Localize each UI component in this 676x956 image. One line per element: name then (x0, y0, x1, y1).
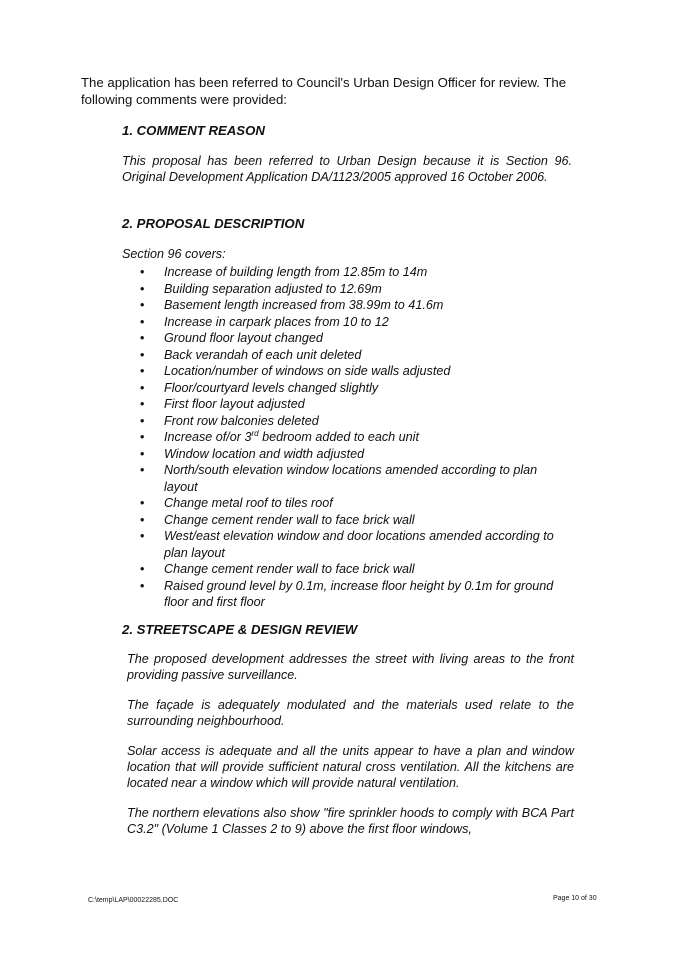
review-paragraph: The proposed development addresses the street with living areas to the front providing passive surveillance. (127, 652, 574, 682)
section-heading: 1. COMMENT REASON (122, 123, 265, 138)
list-item: • Change metal roof to tiles roof (140, 496, 333, 510)
list-item: • Ground floor layout changed (140, 331, 323, 345)
comment-reason-section (122, 122, 572, 185)
list-item: • Increase of building length from 12.85m to 14m (140, 265, 428, 279)
intro-paragraph: The application has been referred to Council's Urban Design Officer for review. The following comments were provided: (81, 75, 567, 107)
list-item: • Change cement render wall to face brick wall (140, 512, 415, 527)
list-item: • Front row balconies deleted (140, 413, 319, 428)
comment-reason-text: This proposal has been referred to Urban Design because it is Section 96. Original Development Application DA/1123/2005 approved 16 October 2006. (122, 154, 572, 184)
review-paragraph: The façade is adequately modulated and the materials used relate to the surrounding neighbourhood. (127, 698, 574, 728)
review-paragraph: Solar access is adequate and all the units appear to have a plan and window location that will provide sufficient natural cross ventilation. All the kitchens are located near a window which will provide natural ventilation. (127, 744, 574, 790)
list-item: • Location/number of windows on side walls adjusted (140, 364, 451, 378)
list-item: • West/east elevation window and door locations amended according to plan layout (140, 529, 554, 560)
section-96-intro: Section 96 covers: (122, 247, 226, 261)
bedroom-item-text: Increase of/or 3rd bedroom added to each unit (164, 428, 419, 444)
list-item: • Window location and width adjusted (140, 446, 365, 461)
list-item: • Increase in carpark places from 10 to 12 (140, 314, 389, 329)
list-item: • Basement length increased from 38.99m to 41.6m (140, 298, 444, 312)
list-item: • First floor layout adjusted (140, 397, 305, 411)
section-heading: 2. STREETSCAPE & DESIGN REVIEW (122, 622, 358, 637)
list-item: • Building separation adjusted to 12.69m (140, 281, 382, 296)
list-item: • Increase of/or 3rd bedroom added to each unit (140, 428, 419, 444)
footer-file-path: C:\temp\LAP\00022285.DOC (88, 897, 179, 904)
list-item: • Change cement render wall to face brick wall (140, 562, 415, 576)
streetscape-design-review-section (122, 621, 574, 837)
section-heading: 2. PROPOSAL DESCRIPTION (122, 216, 305, 231)
review-paragraph: The northern elevations also show "fire sprinkler hoods to comply with BCA Part C3.2" (Volume 1 Classes 2 to 9) above the first floor windows, (127, 806, 574, 836)
list-item: • Back verandah of each unit deleted (140, 347, 362, 362)
list-item: • Raised ground level by 0.1m, increase floor height by 0.1m for ground floor and first floor (140, 578, 554, 609)
footer-page-number: Page 10 of 30 (553, 895, 597, 902)
proposal-bullet-list (122, 264, 572, 611)
proposal-description-section (122, 215, 572, 611)
list-item: • North/south elevation window locations amended according to plan layout (140, 463, 538, 494)
list-item: • Floor/courtyard levels changed slightly (140, 380, 379, 395)
ordinal-superscript: rd (251, 428, 259, 438)
